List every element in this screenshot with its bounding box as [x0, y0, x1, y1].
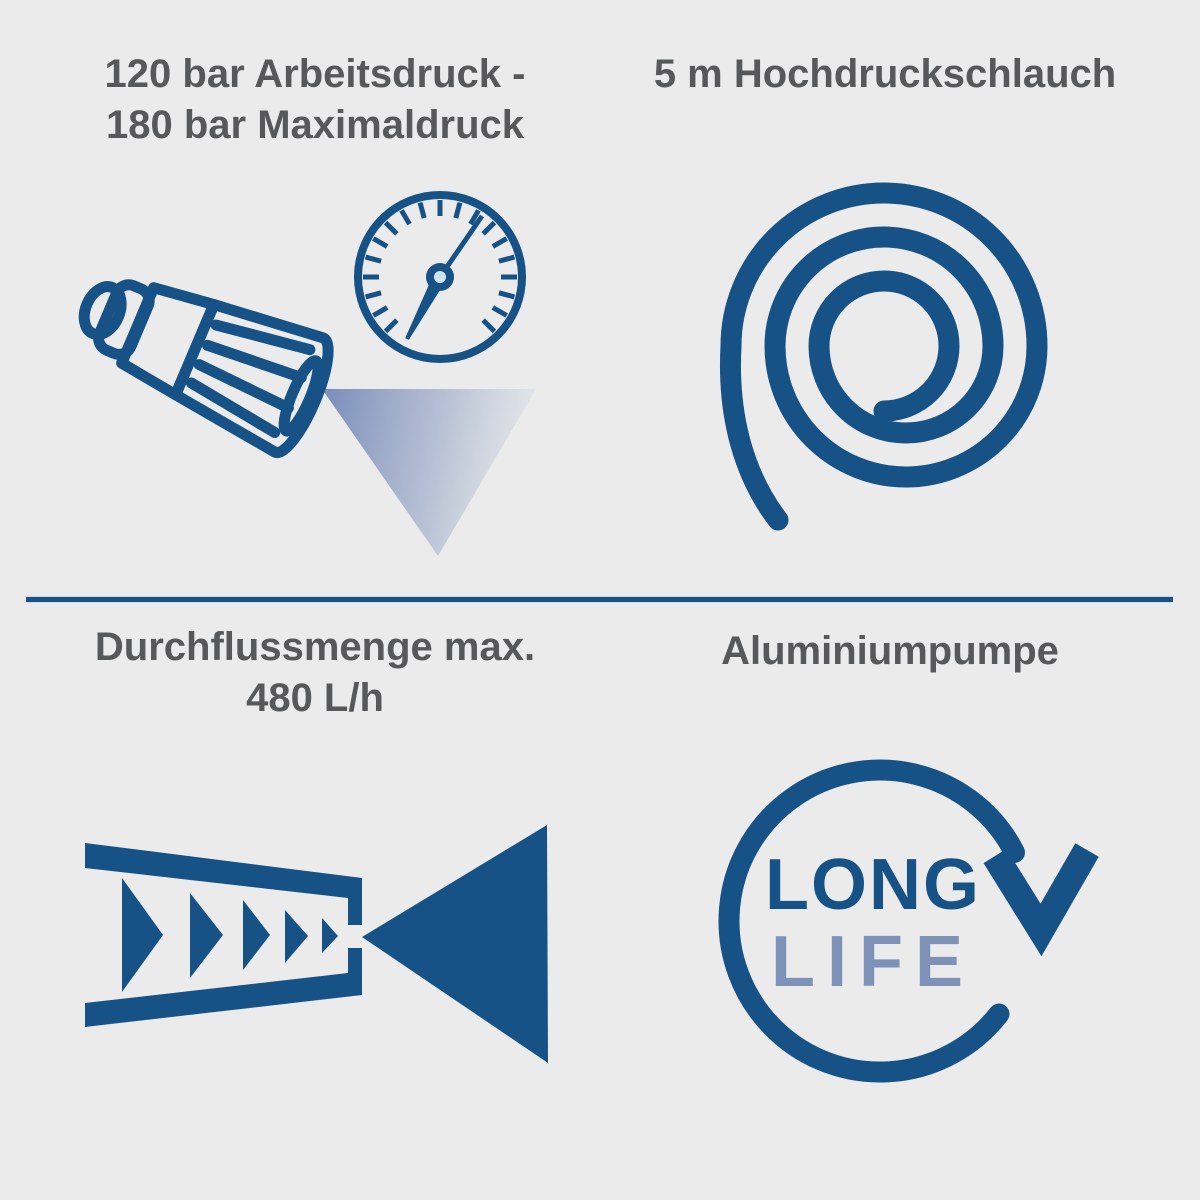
- hose-coil-icon: [730, 193, 1037, 520]
- pressure-gauge-icon: [358, 195, 522, 359]
- spray-jet-shape: [322, 389, 536, 556]
- flow-spray-cone: [362, 825, 548, 1063]
- gauge-hub-center: [434, 271, 446, 283]
- caption-pressure-line1: 120 bar Arbeitsdruck -: [104, 52, 526, 96]
- caption-hose-line1: 5 m Hochdruckschlauch: [653, 52, 1117, 96]
- water-flow-icon: [85, 825, 548, 1063]
- spray-nozzle-icon: [62, 248, 339, 459]
- flow-arrow-1: [122, 878, 163, 992]
- flow-arrow-4: [285, 910, 308, 963]
- caption-pump-line1: Aluminiumpumpe: [721, 629, 1059, 673]
- flow-arrow-5: [322, 918, 338, 953]
- longlife-arrowhead: [995, 850, 1087, 930]
- caption-pressure-line2: 180 bar Maximaldruck: [106, 103, 524, 147]
- flow-arrow-2: [190, 893, 223, 978]
- longlife-text-long: LONG: [765, 845, 981, 925]
- flow-arrow-3: [243, 900, 270, 970]
- caption-flow-line2: 480 L/h: [246, 676, 384, 720]
- caption-flow-line1: Durchflussmenge max.: [94, 625, 536, 669]
- longlife-text-life: LIFE: [771, 922, 975, 1002]
